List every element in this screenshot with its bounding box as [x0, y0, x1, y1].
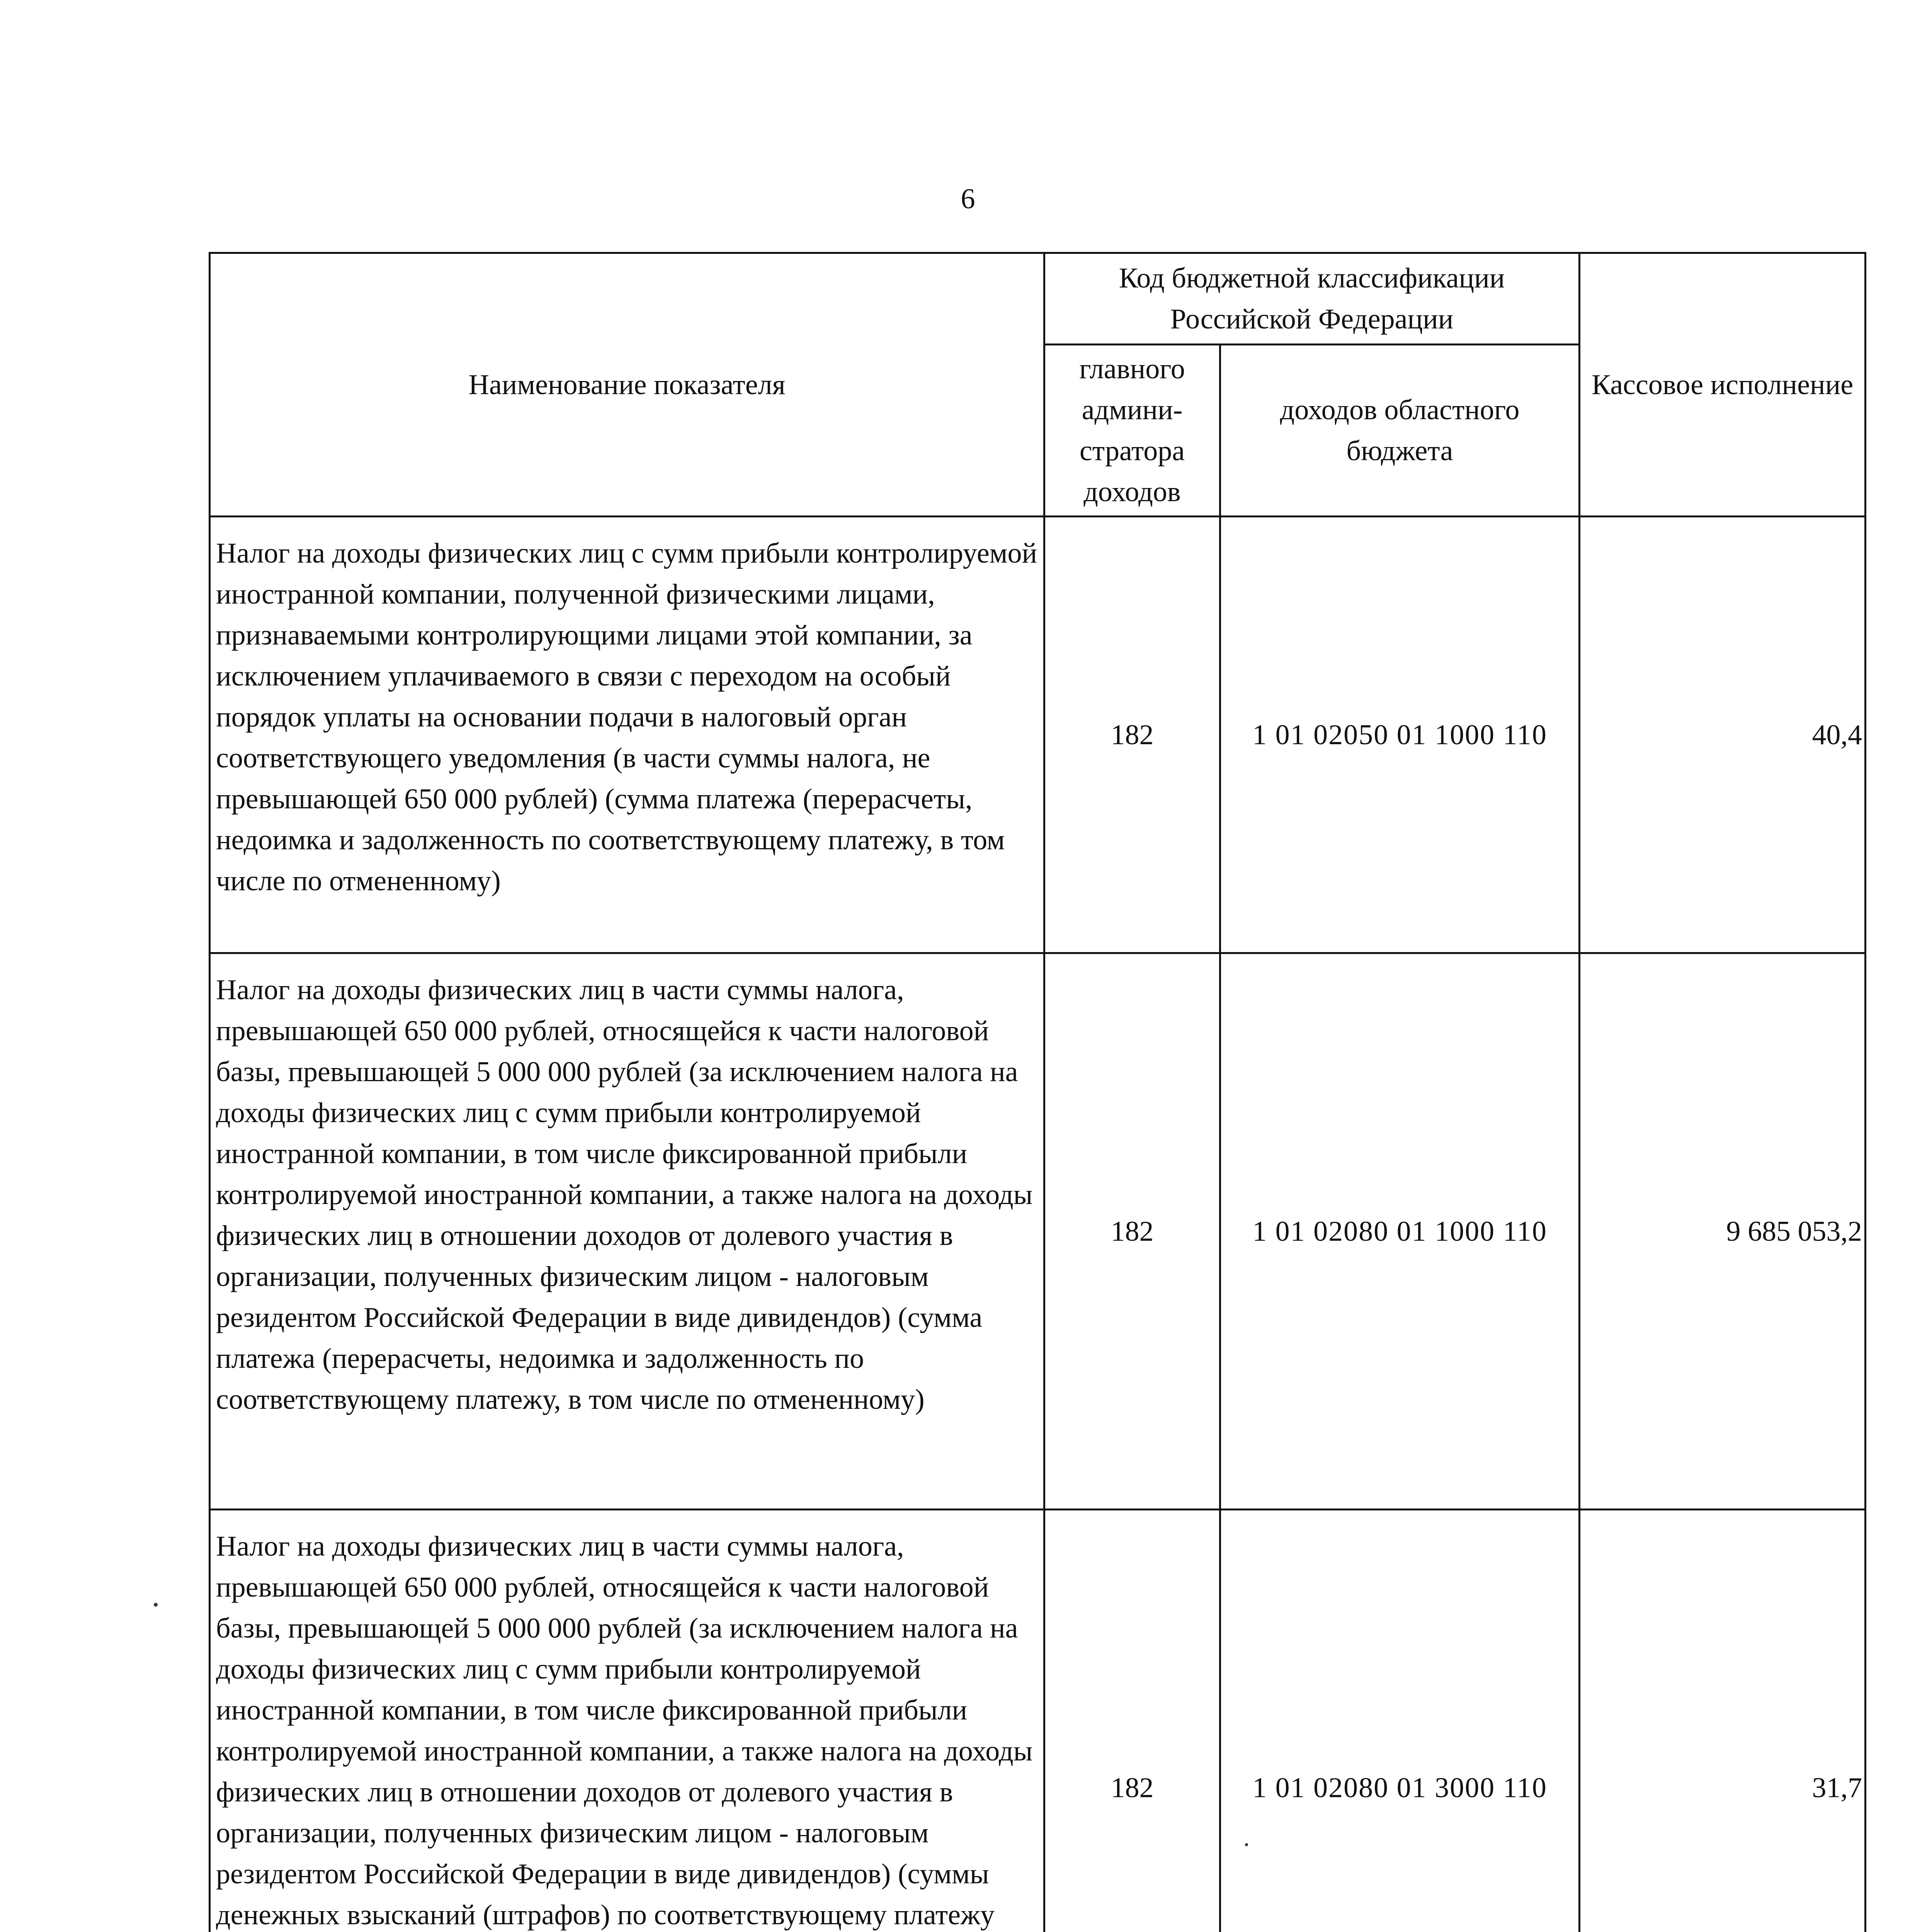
- cash-execution-cell: 40,4: [1580, 517, 1866, 953]
- classification-code-cell: 1 01 02080 01 3000 110: [1220, 1510, 1580, 1932]
- header-regional-budget-income: доходов областного бюджета: [1220, 345, 1580, 517]
- table-row: [210, 953, 1866, 1510]
- header-classification-code: Код бюджетной классификации Российской Федерации: [1044, 253, 1580, 345]
- header-row-top: [210, 253, 1866, 345]
- budget-income-table: [209, 252, 1866, 1932]
- administrator-code-cell: 182: [1044, 517, 1220, 953]
- table-row: [210, 517, 1866, 953]
- header-cash-execution: Кассовое исполнение: [1580, 253, 1866, 517]
- administrator-code-cell: 182: [1044, 953, 1220, 1510]
- header-chief-administrator: главного админи-стратора доходов: [1044, 345, 1220, 517]
- indicator-name-cell: Налог на доходы физических лиц с сумм прибыли контролируемой иностранной компании, полученной физическими лицами, признаваемыми контролирующими лицами этой компании, за исключением уплачиваемого в связи с переходом на особый порядок уплаты на основании подачи в налоговый орган соответствующего уведомления (в части суммы налога, не превышающей 650 000 рублей) (сумма платежа (перерасчеты, недоимка и задолженность по соответствующему платежу, в том числе по отмененному): [210, 517, 1044, 953]
- page-number: 6: [961, 183, 975, 215]
- indicator-name-cell: Налог на доходы физических лиц в части суммы налога, превышающей 650 000 рублей, относящейся к части налоговой базы, превышающей 5 000 000 рублей (за исключением налога на доходы физических лиц с сумм прибыли контролируемой иностранной компании, в том числе фиксированной прибыли контролируемой иностранной компании, а также налога на доходы физических лиц в отношении доходов от долевого участия в организации, полученных физическим лицом - налоговым резидентом Российской Федерации в виде дивидендов) (сумма платежа (перерасчеты, недоимка и задолженность по соответствующему платежу, в том числе по отмененному): [210, 953, 1044, 1510]
- classification-code-cell: 1 01 02050 01 1000 110: [1220, 517, 1580, 953]
- table-row: [210, 1510, 1866, 1932]
- cash-execution-cell: 31,7: [1580, 1510, 1866, 1932]
- classification-code-cell: 1 01 02080 01 1000 110: [1220, 953, 1580, 1510]
- scan-speck: [154, 1603, 158, 1607]
- header-indicator-name: Наименование показателя: [210, 253, 1044, 517]
- indicator-name-cell: Налог на доходы физических лиц в части суммы налога, превышающей 650 000 рублей, относящейся к части налоговой базы, превышающей 5 000 000 рублей (за исключением налога на доходы физических лиц с сумм прибыли контролируемой иностранной компании, в том числе фиксированной прибыли контролируемой иностранной компании, а также налога на доходы физических лиц в отношении доходов от долевого участия в организации, полученных физическим лицом - налоговым резидентом Российской Федерации в виде дивидендов) (суммы денежных взысканий (штрафов) по соответствующему платежу: [210, 1510, 1044, 1932]
- cash-execution-cell: 9 685 053,2: [1580, 953, 1866, 1510]
- administrator-code-cell: 182: [1044, 1510, 1220, 1932]
- scan-speck: [1245, 1843, 1248, 1846]
